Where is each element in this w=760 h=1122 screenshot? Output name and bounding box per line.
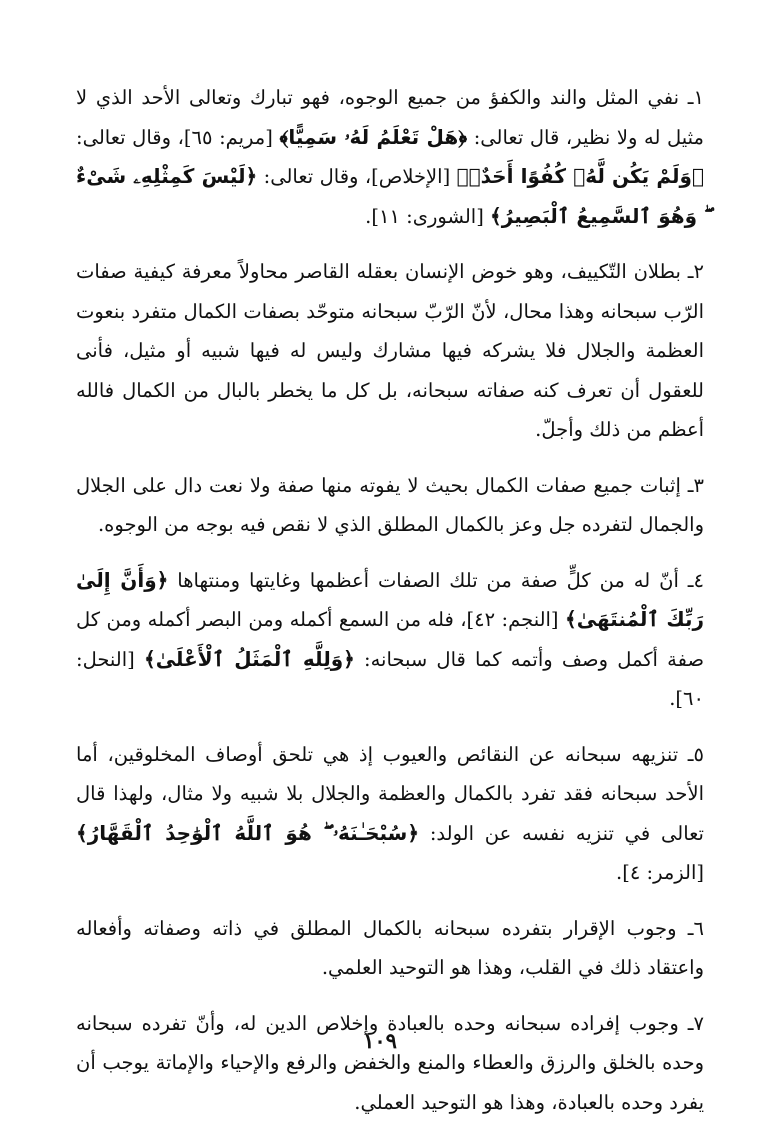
paragraph-text: [النجم: ٤٢]، فله من السمع أكمله ومن البصر أكمله ومن كل صفة أكمل وصف وأتمه كما قال سبحانه: (76, 608, 704, 671)
paragraph-text: ٤ـ أنّ له من كلٍّ صفة من تلك الصفات أعظمها وغايتها ومنتهاها (168, 569, 704, 592)
quran-verse: ﴿وَلَمْ يَكُن لَّهُۥ كُفُوًا أَحَدٌۢ﴾ (457, 164, 704, 188)
paragraph-2 (76, 252, 704, 450)
quran-verse: ﴿وَأَنَّ إِلَىٰ رَبِّكَ ٱلْمُنتَهَىٰ﴾ (76, 568, 704, 632)
paragraph-5 (76, 735, 704, 893)
quran-verse: ﴿سُبْحَـٰنَهُۥ ۖ هُوَ ٱللَّهُ ٱلْوَٰحِدُ ٱلْقَهَّارُ﴾ (76, 821, 419, 845)
paragraph-text: ٧ـ وجوب إفراده سبحانه وحده بالعبادة وإخلاص الدين له، وأنّ تفرده سبحانه وحده بالخلق والرزق والعطاء والمنع والخفض والرفع والإحياء والإماتة يوجب أن يفرد وحده بالعبادة، وهذا هو التوحيد العملي. (76, 1012, 704, 1114)
paragraph-text: [النحل: ٦٠]. (76, 648, 704, 711)
paragraph-text: [الزمر: ٤]. (616, 861, 704, 884)
paragraph-text: ٣ـ إثبات جميع صفات الكمال بحيث لا يفوته منها صفة ولا نعت دال على الجلال والجمال لتفرده جل وعز بالكمال المطلق الذي لا نقص فيه بوجه من الوجوه. (76, 474, 704, 537)
paragraph-text: [الشورى: ١١]. (365, 205, 490, 228)
paragraph-text: ٢ـ بطلان التّكييف، وهو خوض الإنسان بعقله القاصر محاولاً معرفة كيفية صفات الرّب سبحانه وهذا محال، لأنّ الرّبّ سبحانه متوحّد بصفات الكمال متفرد بنعوت العظمة والجلال فلا يشركه فيها مشارك وليس له فيها شبيه أو مثيل، فأنى للعقول أن تعرف كنه صفاته سبحانه، بل كل ما يخطر بالبال من الكمال فالله أعظم من ذلك وأجلّ. (76, 260, 704, 441)
paragraph-text: ٦ـ وجوب الإقرار بتفرده سبحانه بالكمال المطلق في ذاته وصفاته وأفعاله واعتقاد ذلك في القلب، وهذا هو التوحيد العلمي. (76, 917, 704, 980)
page-number: ١٠٩ (0, 1028, 760, 1053)
paragraph-1 (76, 78, 704, 236)
paragraph-6 (76, 909, 704, 988)
quran-verse: ﴿وَلِلَّهِ ٱلْمَثَلُ ٱلْأَعْلَىٰ﴾ (144, 647, 355, 671)
paragraph-text: ١ـ نفي المثل والند والكفؤ من جميع الوجوه، فهو تبارك وتعالى الأحد الذي لا مثيل له ولا نظير، قال تعالى: (76, 86, 704, 149)
paragraph-text: ٥ـ تنزيهه سبحانه عن النقائص والعيوب إذ هي تلحق أوصاف المخلوقين، أما الأحد سبحانه فقد تفرد بالكمال والعظمة والجلال بلا شبيه ولا مثال، ولهذا قال تعالى في تنزيه نفسه عن الولد: (76, 743, 704, 845)
paragraph-text: [مريم: ٦٥]، وقال تعالى: (76, 126, 279, 149)
quran-verse: ﴿هَلْ تَعْلَمُ لَهُۥ سَمِيًّا﴾ (279, 125, 467, 149)
quran-verse: ﴿لَيْسَ كَمِثْلِهِۦ شَىْءٌ ۖ وَهُوَ ٱلسَّمِيعُ ٱلْبَصِيرُ﴾ (76, 164, 704, 228)
paragraph-3 (76, 466, 704, 545)
paragraph-7 (76, 1004, 704, 1122)
paragraph-4 (76, 561, 704, 719)
paragraph-text: [الإخلاص]، وقال تعالى: (257, 165, 456, 188)
page-body (76, 78, 704, 1122)
